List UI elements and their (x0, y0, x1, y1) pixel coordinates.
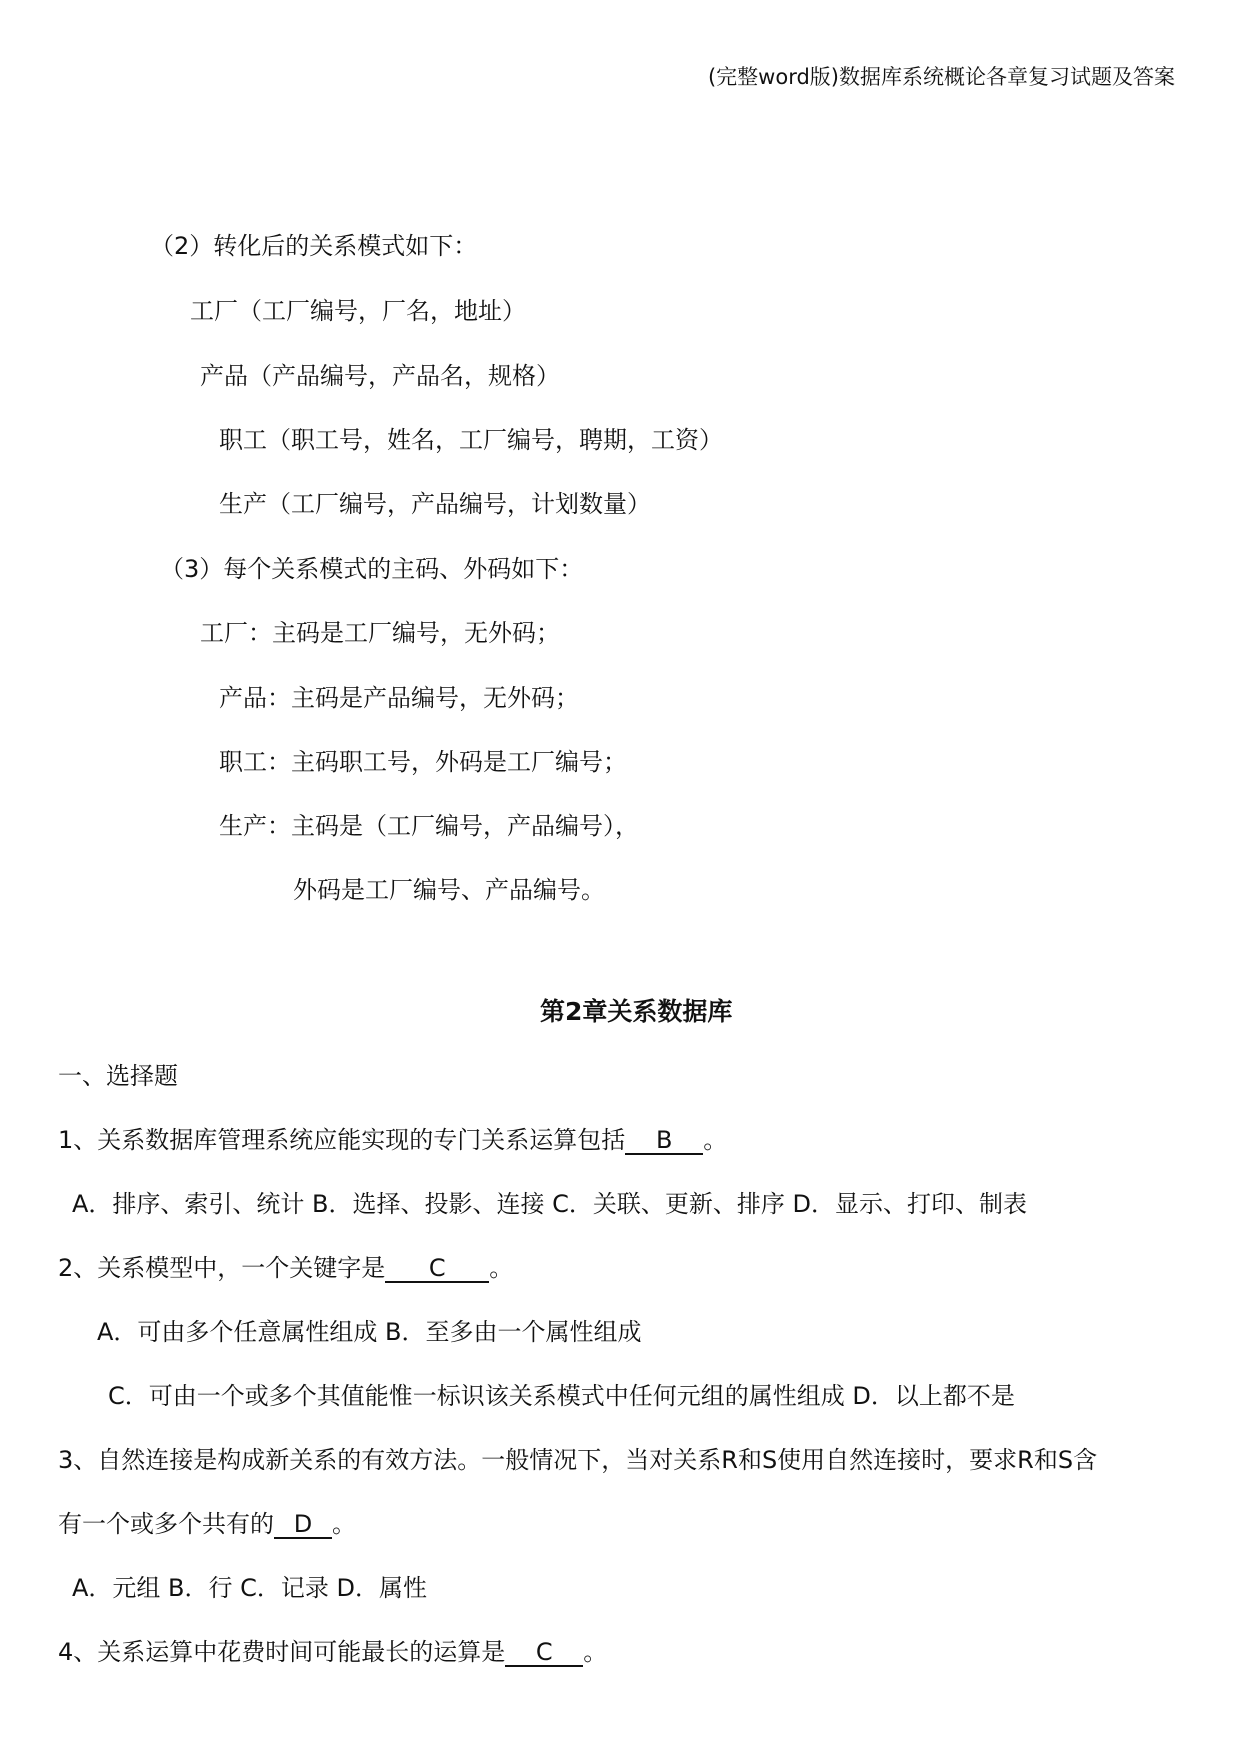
question-2-options-cd: C．可由一个或多个其值能惟一标识该关系模式中任何元组的属性组成 D．以上都不是 (108, 1382, 1015, 1410)
question-stem: 有一个或多个共有的 (58, 1510, 274, 1538)
schema-worker: 职工（职工号，姓名，工厂编号，聘期，工资） (219, 426, 723, 454)
question-1 (58, 1124, 727, 1156)
schema-product: 产品（产品编号，产品名，规格） (200, 362, 560, 390)
section3-heading: （3）每个关系模式的主码、外码如下： (160, 555, 584, 583)
key-worker: 职工：主码职工号，外码是工厂编号； (219, 748, 627, 776)
question-3-line1: 3、自然连接是构成新关系的有效方法。一般情况下，当对关系R和S使用自然连接时，要求R和S含 (58, 1446, 1098, 1474)
question-tail: 。 (332, 1510, 356, 1538)
question-stem: 2、关系模型中，一个关键字是 (58, 1254, 386, 1282)
question-tail: 。 (703, 1126, 728, 1154)
schema-factory: 工厂（工厂编号，厂名，地址） (190, 297, 526, 325)
question-stem: 4、关系运算中花费时间可能最长的运算是 (58, 1638, 506, 1666)
chapter-title: 第2章关系数据库 (540, 997, 733, 1026)
key-product: 产品：主码是产品编号，无外码； (219, 684, 579, 712)
key-production-foreign: 外码是工厂编号、产品编号。 (293, 876, 605, 904)
question-stem: 1、关系数据库管理系统应能实现的专门关系运算包括 (58, 1126, 626, 1154)
question-3 (58, 1508, 356, 1540)
question-4 (58, 1636, 607, 1668)
page-header: (完整word版)数据库系统概论各章复习试题及答案 (707, 65, 1175, 89)
part-title: 一、选择题 (58, 1062, 178, 1090)
key-factory: 工厂：主码是工厂编号，无外码； (200, 619, 560, 647)
key-production: 生产：主码是（工厂编号，产品编号）， (219, 812, 639, 840)
answer-blank: B (625, 1127, 703, 1155)
answer-blank: C (505, 1639, 583, 1667)
answer-blank: D (274, 1511, 332, 1539)
question-3-options: A．元组 B．行 C．记录 D．属性 (72, 1574, 428, 1602)
question-tail: 。 (583, 1638, 608, 1666)
question-tail: 。 (489, 1254, 514, 1282)
section2-heading: （2）转化后的关系模式如下： (150, 232, 478, 260)
question-2-options-ab: A．可由多个任意属性组成 B．至多由一个属性组成 (97, 1318, 642, 1346)
answer-blank: C (385, 1255, 489, 1283)
question-1-options: A．排序、索引、统计 B．选择、投影、连接 C．关联、更新、排序 D．显示、打印、制表 (72, 1190, 1028, 1218)
question-2 (58, 1252, 513, 1284)
schema-production: 生产（工厂编号，产品编号，计划数量） (219, 490, 651, 518)
